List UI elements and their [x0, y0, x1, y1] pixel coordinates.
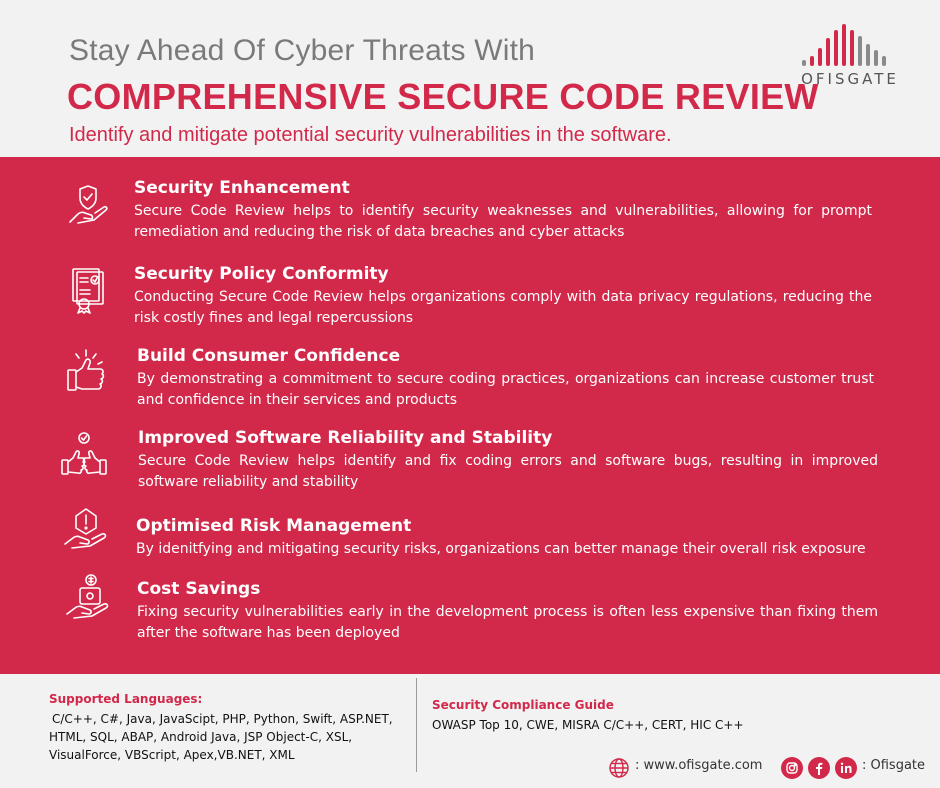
- benefit-description: Secure Code Review helps identify and fix coding errors and software bugs, resulting in improved software reliability and stability: [138, 453, 878, 490]
- certificate-icon: [64, 266, 112, 314]
- compliance-list: OWASP Top 10, CWE, MISRA C/C++, CERT, HIC C++: [432, 718, 744, 732]
- linkedin-icon[interactable]: [835, 757, 857, 779]
- social-handle: : Ofisgate: [862, 758, 926, 773]
- benefit-title: Build Consumer Confidence: [137, 346, 401, 366]
- warning-hand-icon: [62, 506, 110, 554]
- money-hand-icon: [64, 574, 112, 622]
- logo-text: OFISGATE: [801, 70, 899, 88]
- benefit-item: [134, 178, 872, 243]
- languages-line: HTML, SQL, ABAP, Android Java, JSP Object-C, XSL,: [49, 730, 353, 744]
- facebook-icon[interactable]: [808, 757, 830, 779]
- globe-icon: [608, 757, 630, 779]
- languages-line: VisualForce, VBScript, Apex,VB.NET, XML: [49, 748, 295, 762]
- tagline: Identify and mitigate potential security vulnerabilities in the software.: [69, 124, 672, 146]
- benefit-title: Optimised Risk Management: [136, 516, 412, 536]
- languages-list: [49, 710, 409, 764]
- languages-line: C/C++, C#, Java, JavaScipt, PHP, Python, Swift, ASP.NET,: [52, 712, 393, 726]
- header: [0, 0, 940, 157]
- page-title: COMPREHENSIVE SECURE CODE REVIEW: [67, 76, 819, 117]
- benefit-title: Improved Software Reliability and Stability: [138, 428, 553, 448]
- supported-languages: [49, 692, 409, 764]
- benefit-title: Security Policy Conformity: [134, 264, 389, 284]
- benefit-description: By demonstrating a commitment to secure coding practices, organizations can increase customer trust and confidence in their services and products: [137, 371, 874, 408]
- benefit-item: [134, 264, 872, 329]
- thumbs-up-icon: [62, 348, 110, 396]
- benefit-description: Conducting Secure Code Review helps organizations comply with data privacy regulations, reducing the risk costly fines and legal repercussions: [134, 289, 872, 326]
- double-thumbs-up-icon: [60, 430, 108, 478]
- benefit-title: Security Enhancement: [134, 178, 350, 198]
- shield-hand-icon: [64, 182, 112, 230]
- benefit-item: [136, 516, 876, 560]
- languages-heading: Supported Languages:: [49, 692, 203, 706]
- website-link[interactable]: : www.ofisgate.com: [635, 758, 763, 773]
- benefit-title: Cost Savings: [137, 579, 261, 599]
- compliance-guide: [432, 698, 912, 734]
- compliance-heading: Security Compliance Guide: [432, 698, 614, 712]
- benefit-description: Secure Code Review helps to identify security weaknesses and vulnerabilities, allowing for prompt remediation and reducing the risk of data breaches and cyber attacks: [134, 203, 872, 240]
- page-subtitle: Stay Ahead Of Cyber Threats With: [69, 34, 536, 67]
- benefit-description: By idenitfying and mitigating security risks, organizations can better manage their overall risk exposure: [136, 541, 866, 557]
- instagram-icon[interactable]: [781, 757, 803, 779]
- benefit-item: [138, 428, 878, 493]
- logo-bars-icon: [790, 22, 910, 68]
- footer-divider: [416, 678, 417, 772]
- benefit-description: Fixing security vulnerabilities early in the development process is often less expensive than fixing them after the software has been deployed: [137, 604, 878, 641]
- benefit-item: [137, 579, 878, 644]
- benefit-item: [137, 346, 874, 411]
- ofisgate-logo: [790, 22, 920, 88]
